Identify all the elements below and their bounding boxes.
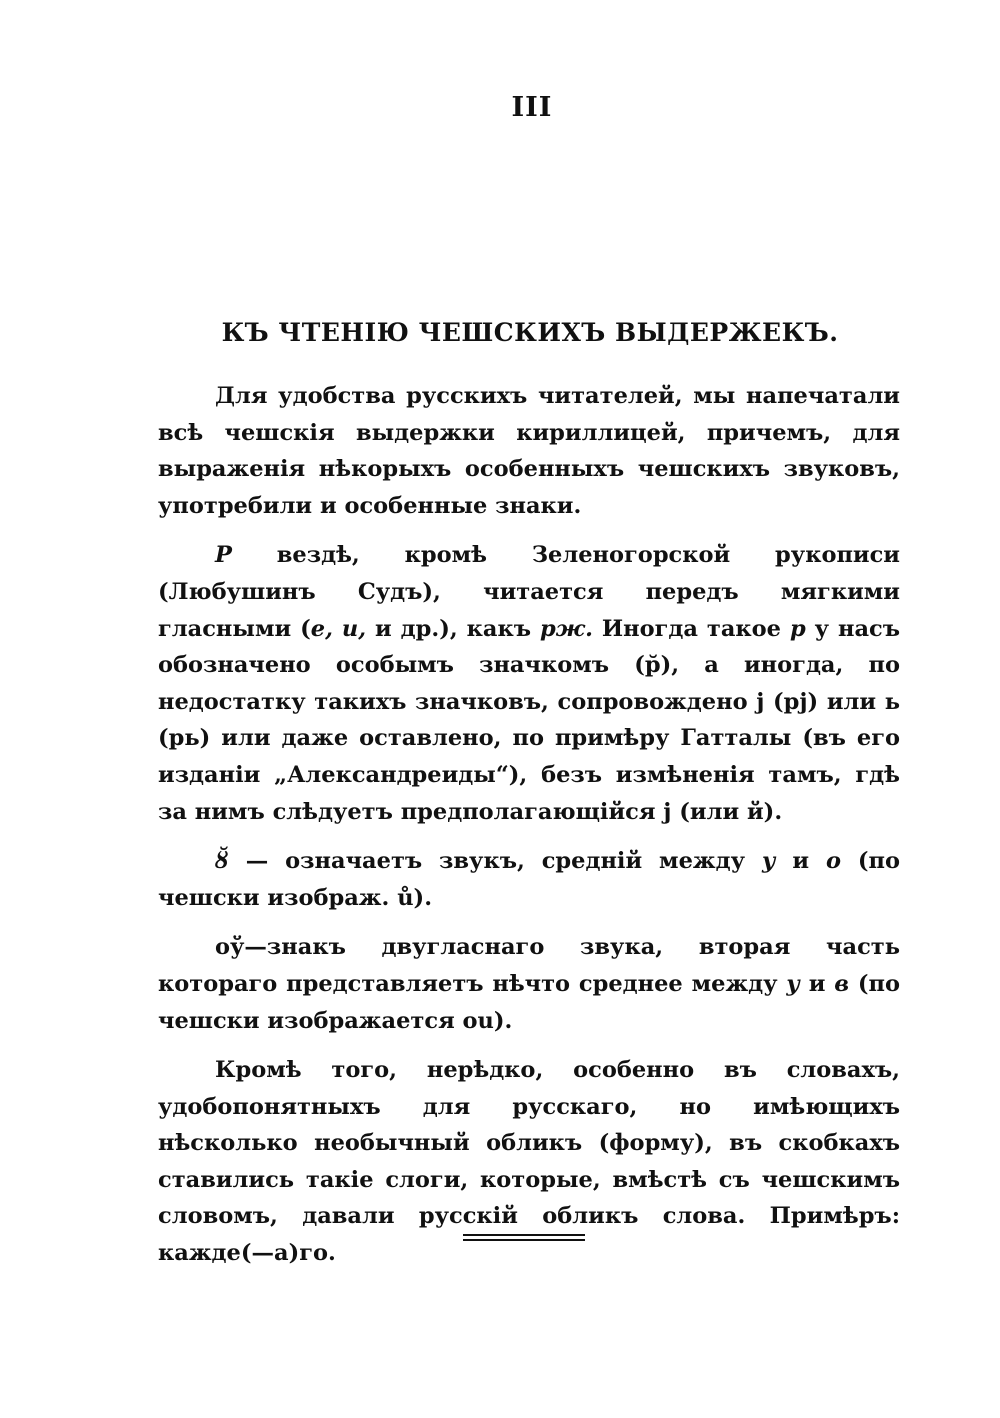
text-span: и <box>799 970 835 997</box>
section-title: КЪ ЧТЕНІЮ ЧЕШСКИХЪ ВЫДЕРЖЕКЪ. <box>221 318 839 347</box>
letter-r-small: р <box>789 615 806 642</box>
paragraph-r-letter <box>158 537 900 830</box>
paragraph-brackets: Кромѣ того, нерѣдко, особенно въ словахъ, удобопонятныхъ для русскаго, но имѣющихъ нѣсколько необычный обликъ (форму), въ скобкахъ ставились такіе слоги, которые, вмѣстѣ съ чешскимъ словомъ, давали русскій обликъ слова. Примѣръ: кажде(—а)го. <box>158 1057 900 1267</box>
text-span: оў—знакъ двугласнаго звука, вторая часть котораго представляетъ нѣчто среднее между <box>158 934 900 997</box>
letter-v: в <box>834 970 850 997</box>
vowels-example: е, и, <box>310 615 367 642</box>
letter-o: о <box>825 848 841 875</box>
section-end-rule <box>463 1234 585 1241</box>
text-span: вездѣ, кромѣ Зеленогорской рукописи (Любушинъ Судъ), читается передъ мягкими гласными ( <box>158 542 900 642</box>
u-sign: ȣ̆ <box>215 848 229 875</box>
text-span: (по чешски изображается ou). <box>158 970 900 1034</box>
letter-u: у <box>786 970 800 997</box>
paragraph-ou-sign <box>158 929 900 1039</box>
page-number: III <box>511 92 553 123</box>
text-span: (по чешски изображ. ů). <box>158 848 900 911</box>
rzh-example: рж. <box>539 615 593 642</box>
paragraph-intro: Для удобства русскихъ читателей, мы напечатали всѣ чешскія выдержки кириллицей, причемъ, для выраженія нѣкорыхъ особенныхъ чешскихъ звуковъ, употребили и особенные знаки. <box>158 383 900 519</box>
body-text <box>158 378 900 1272</box>
text-span: Иногда такое <box>592 615 790 642</box>
text-span: и <box>775 848 826 875</box>
text-span: и др.), какъ <box>366 615 540 642</box>
letter-u: у <box>761 848 776 875</box>
text-span: — означаетъ звукъ, средній между <box>228 848 762 875</box>
paragraph-u-sign <box>158 843 900 916</box>
letter-r: Р <box>215 542 232 569</box>
text-span: у насъ обозначено особымъ значкомъ (р̆), а иногда, по недостатку такихъ значковъ, сопровождено j (рj) или ь (рь) или даже оставлено, по примѣру Гатталы (въ его изданіи „Александреиды“), безъ измѣненія тамъ, гдѣ за нимъ слѣдуетъ предполагающійся j (или й). <box>158 615 900 825</box>
